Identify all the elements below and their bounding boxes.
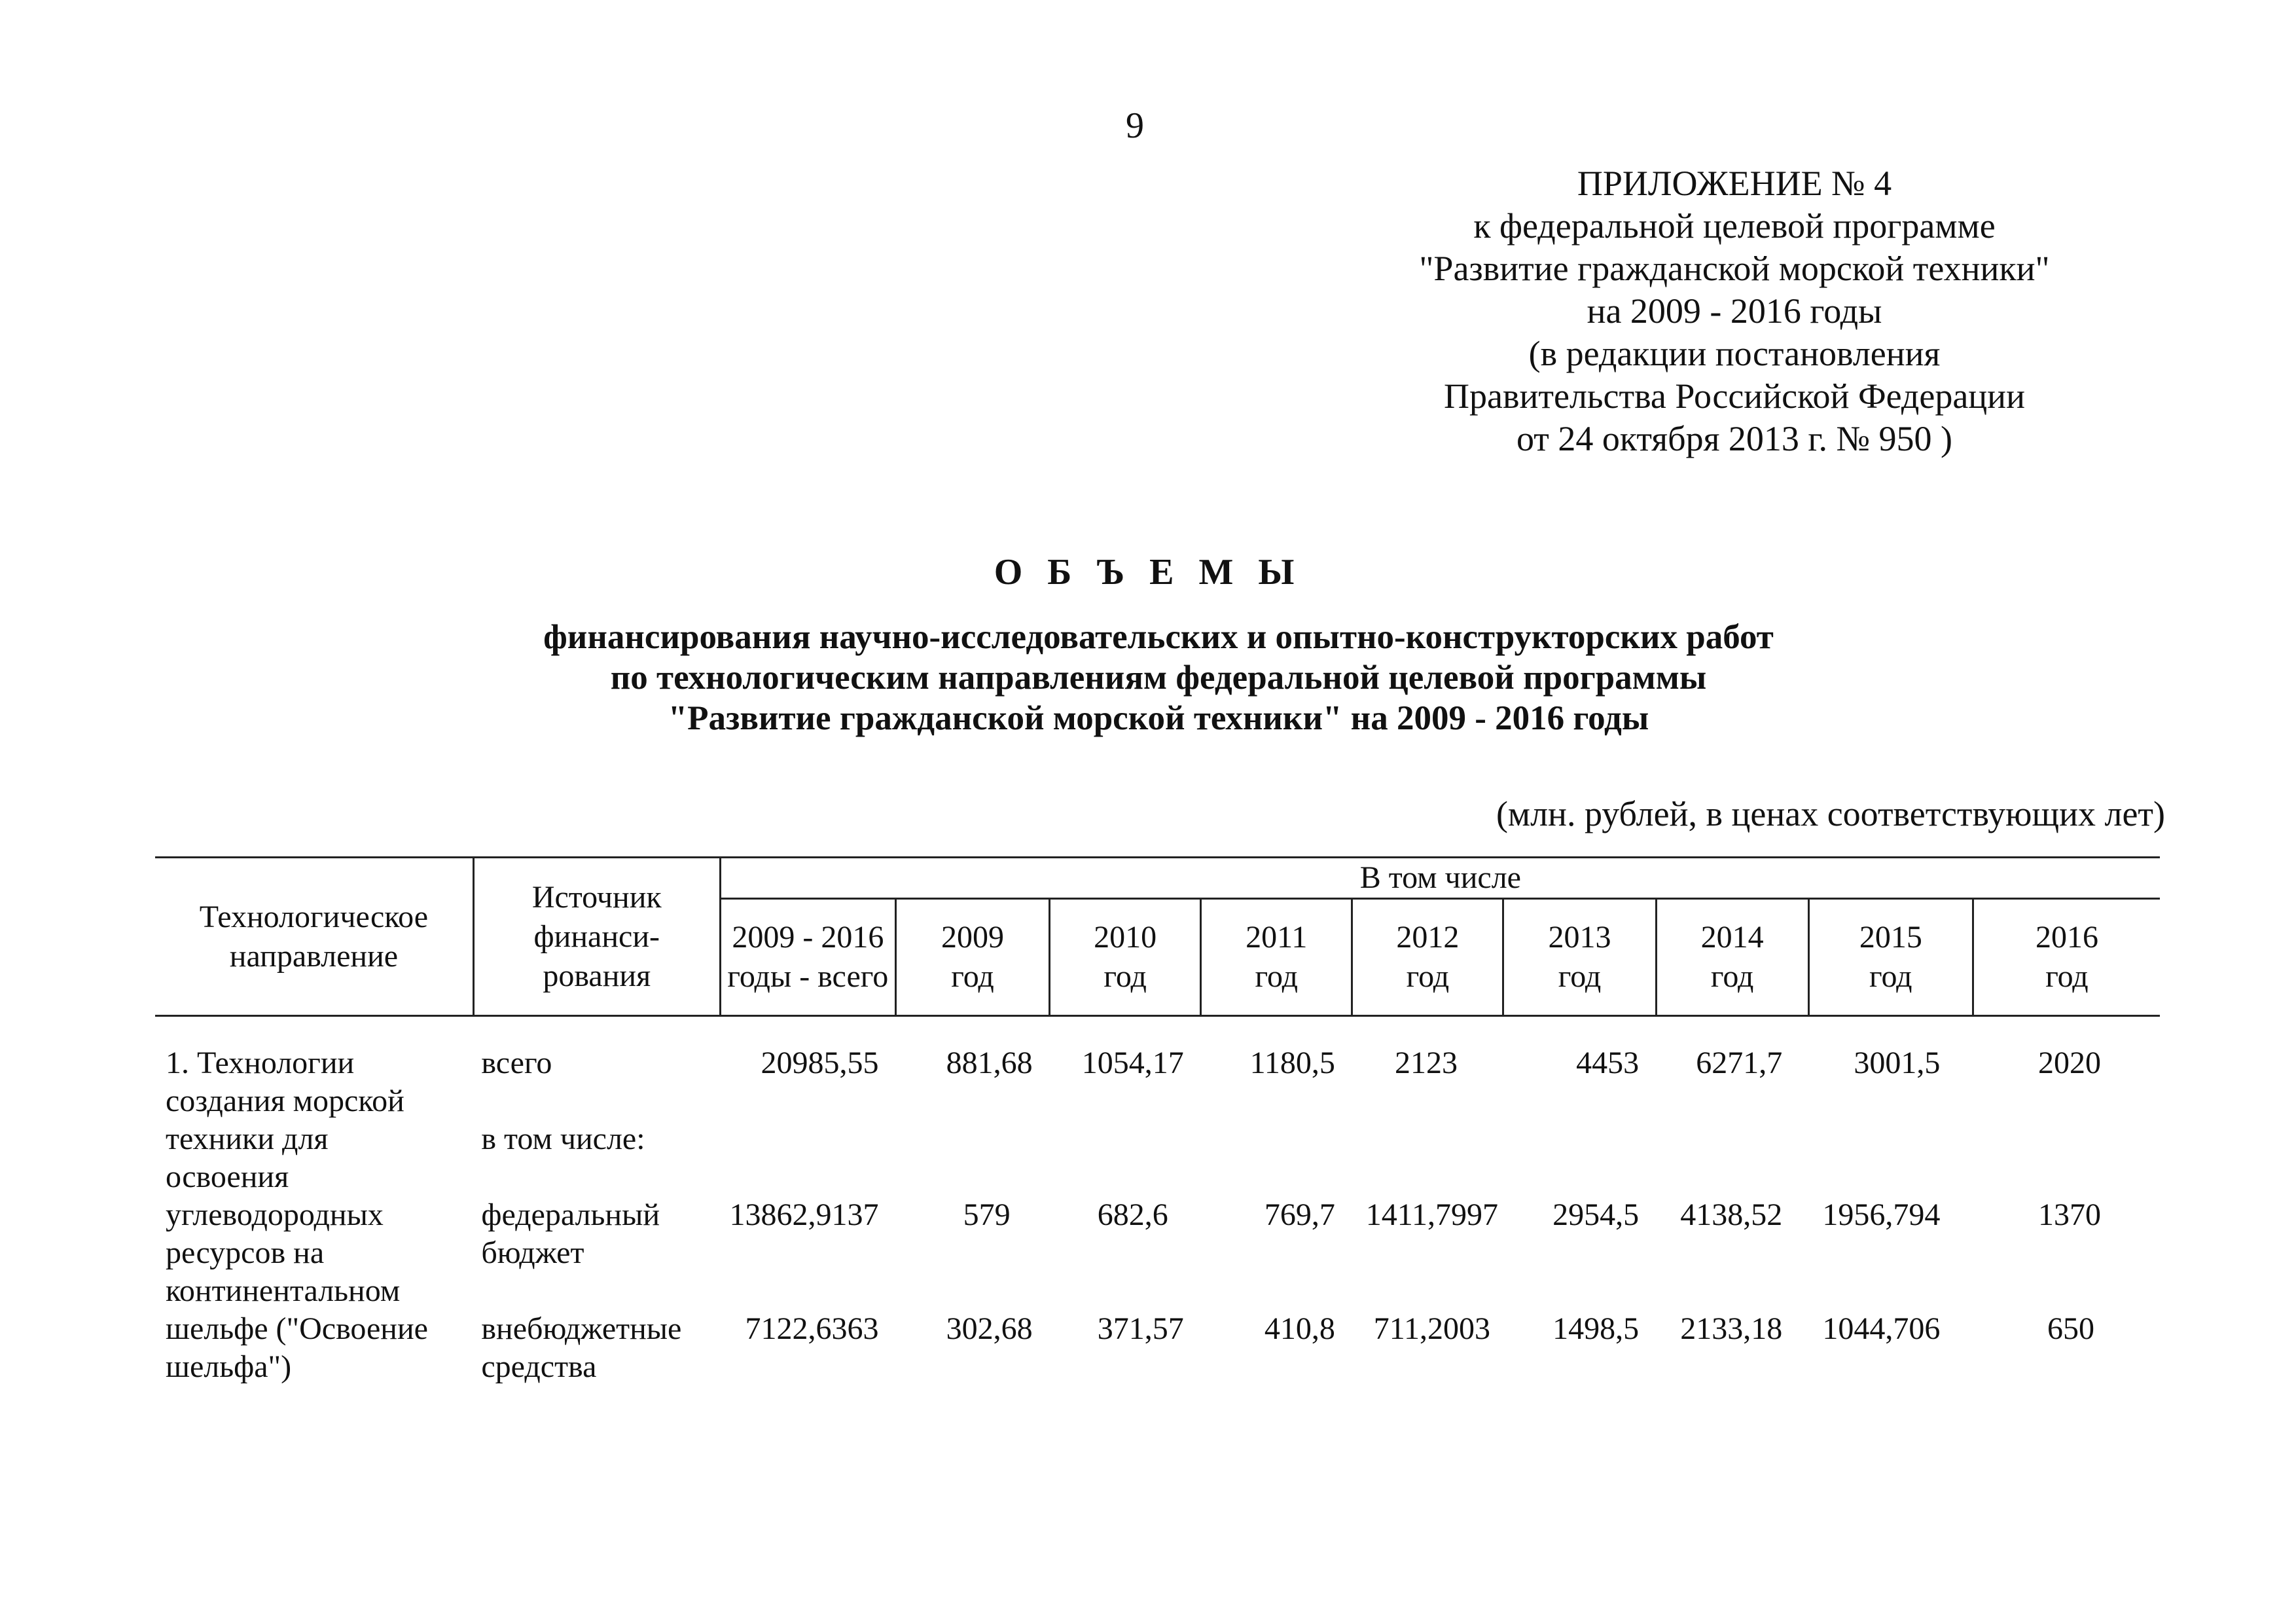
units-note: (млн. рублей, в ценах соответствующих лет) [1496,794,2165,833]
value-cell: 2020 [2038,1046,2101,1080]
header-col-2014: 2014 год [1656,899,1808,1016]
value-cell: 579 [963,1197,1011,1232]
document-subtitle [262,617,2055,739]
page-number: 9 [1126,105,1144,146]
direction-line: освоения [166,1159,289,1194]
empty-values [720,1120,2160,1196]
appendix-line: к федеральной целевой программе [1473,206,1996,246]
direction-line: шельфа") [166,1349,292,1384]
value-cell: 1498,5 [1552,1311,1640,1346]
appendix-line: Правительства Российской Федерации [1444,376,2025,416]
value-cell: 302,68 [946,1311,1033,1346]
value-cell: 881,68 [946,1046,1033,1080]
direction-line: создания морской [166,1084,404,1118]
value-cell: 7122,6363 [745,1311,879,1346]
appendix-line: (в редакции постановления [1528,334,1941,373]
value-cell: 711,2003 [1373,1311,1490,1346]
subtitle-line: по технологическим направлениям федеральной целевой программы [610,659,1707,697]
appendix-line: на 2009 - 2016 годы [1587,291,1882,331]
appendix-line: от 24 октября 2013 г. № 950 ) [1516,419,1952,458]
appendix-line: ПРИЛОЖЕНИЕ № 4 [1577,164,1892,203]
value-cell: 1411,7997 [1365,1197,1498,1232]
appendix-header [1361,162,2108,460]
direction-cell [155,1044,473,1395]
value-cell: 6271,7 [1696,1046,1783,1080]
value-cell: 682,6 [1097,1197,1168,1232]
subtitle-line: финансирования научно-исследовательских и опытно-конструкторских работ [543,618,1774,656]
value-cell: 1956,794 [1822,1197,1941,1232]
direction-line: техники для [166,1122,329,1156]
appendix-line: "Развитие гражданской морской техники" [1419,249,2050,288]
header-col-total: 2009 - 2016 годы - всего [720,899,895,1016]
document-title: О Б Ъ Е М Ы [994,552,1302,593]
header-col-2015: 2015 год [1808,899,1973,1016]
funding-table [155,856,2160,1395]
header-source: Источник финанси-рования [473,858,720,1016]
header-col-2013: 2013 год [1503,899,1656,1016]
source-cell: федеральный бюджет [481,1197,660,1270]
table-row [155,1044,2160,1120]
header-col-2012: 2012 год [1352,899,1503,1016]
header-col-2016: 2016 год [1973,899,2160,1016]
value-cell: 2133,18 [1680,1311,1783,1346]
value-cell: 13862,9137 [729,1197,879,1232]
direction-line: углеводородных [166,1197,384,1232]
value-cell: 20985,55 [761,1046,879,1080]
header-col-2011: 2011 год [1201,899,1352,1016]
header-including: В том числе [720,858,2160,899]
header-col-2009: 2009 год [895,899,1049,1016]
value-cell: 3001,5 [1854,1046,1941,1080]
value-cell: 2123 [1394,1046,1458,1080]
value-cell: 2954,5 [1552,1197,1640,1232]
direction-line: 1. Технологии [166,1046,355,1080]
direction-line: ресурсов на [166,1235,325,1270]
direction-line: шельфе ("Освоение [166,1311,428,1346]
subtitle-line: "Развитие гражданской морской техники" на 2009 - 2016 годы [668,699,1649,737]
source-cell: внебюджетные средства [481,1311,682,1384]
header-direction: Технологическое направление [155,858,473,1016]
source-cell: всего [481,1046,552,1080]
value-cell: 410,8 [1264,1311,1335,1346]
value-cell: 4453 [1576,1046,1640,1080]
value-cell: 371,57 [1097,1311,1184,1346]
value-cell: 1180,5 [1249,1046,1335,1080]
value-cell: 1044,706 [1822,1311,1941,1346]
value-cell: 4138,52 [1680,1197,1783,1232]
value-cell: 769,7 [1264,1197,1335,1232]
table-spacer [155,1016,2160,1045]
header-col-2010: 2010 год [1050,899,1201,1016]
source-cell: в том числе: [481,1122,645,1156]
direction-line: континентальном [166,1273,401,1308]
value-cell: 650 [2047,1311,2094,1346]
value-cell: 1054,17 [1081,1046,1184,1080]
value-cell: 1370 [2038,1197,2101,1232]
